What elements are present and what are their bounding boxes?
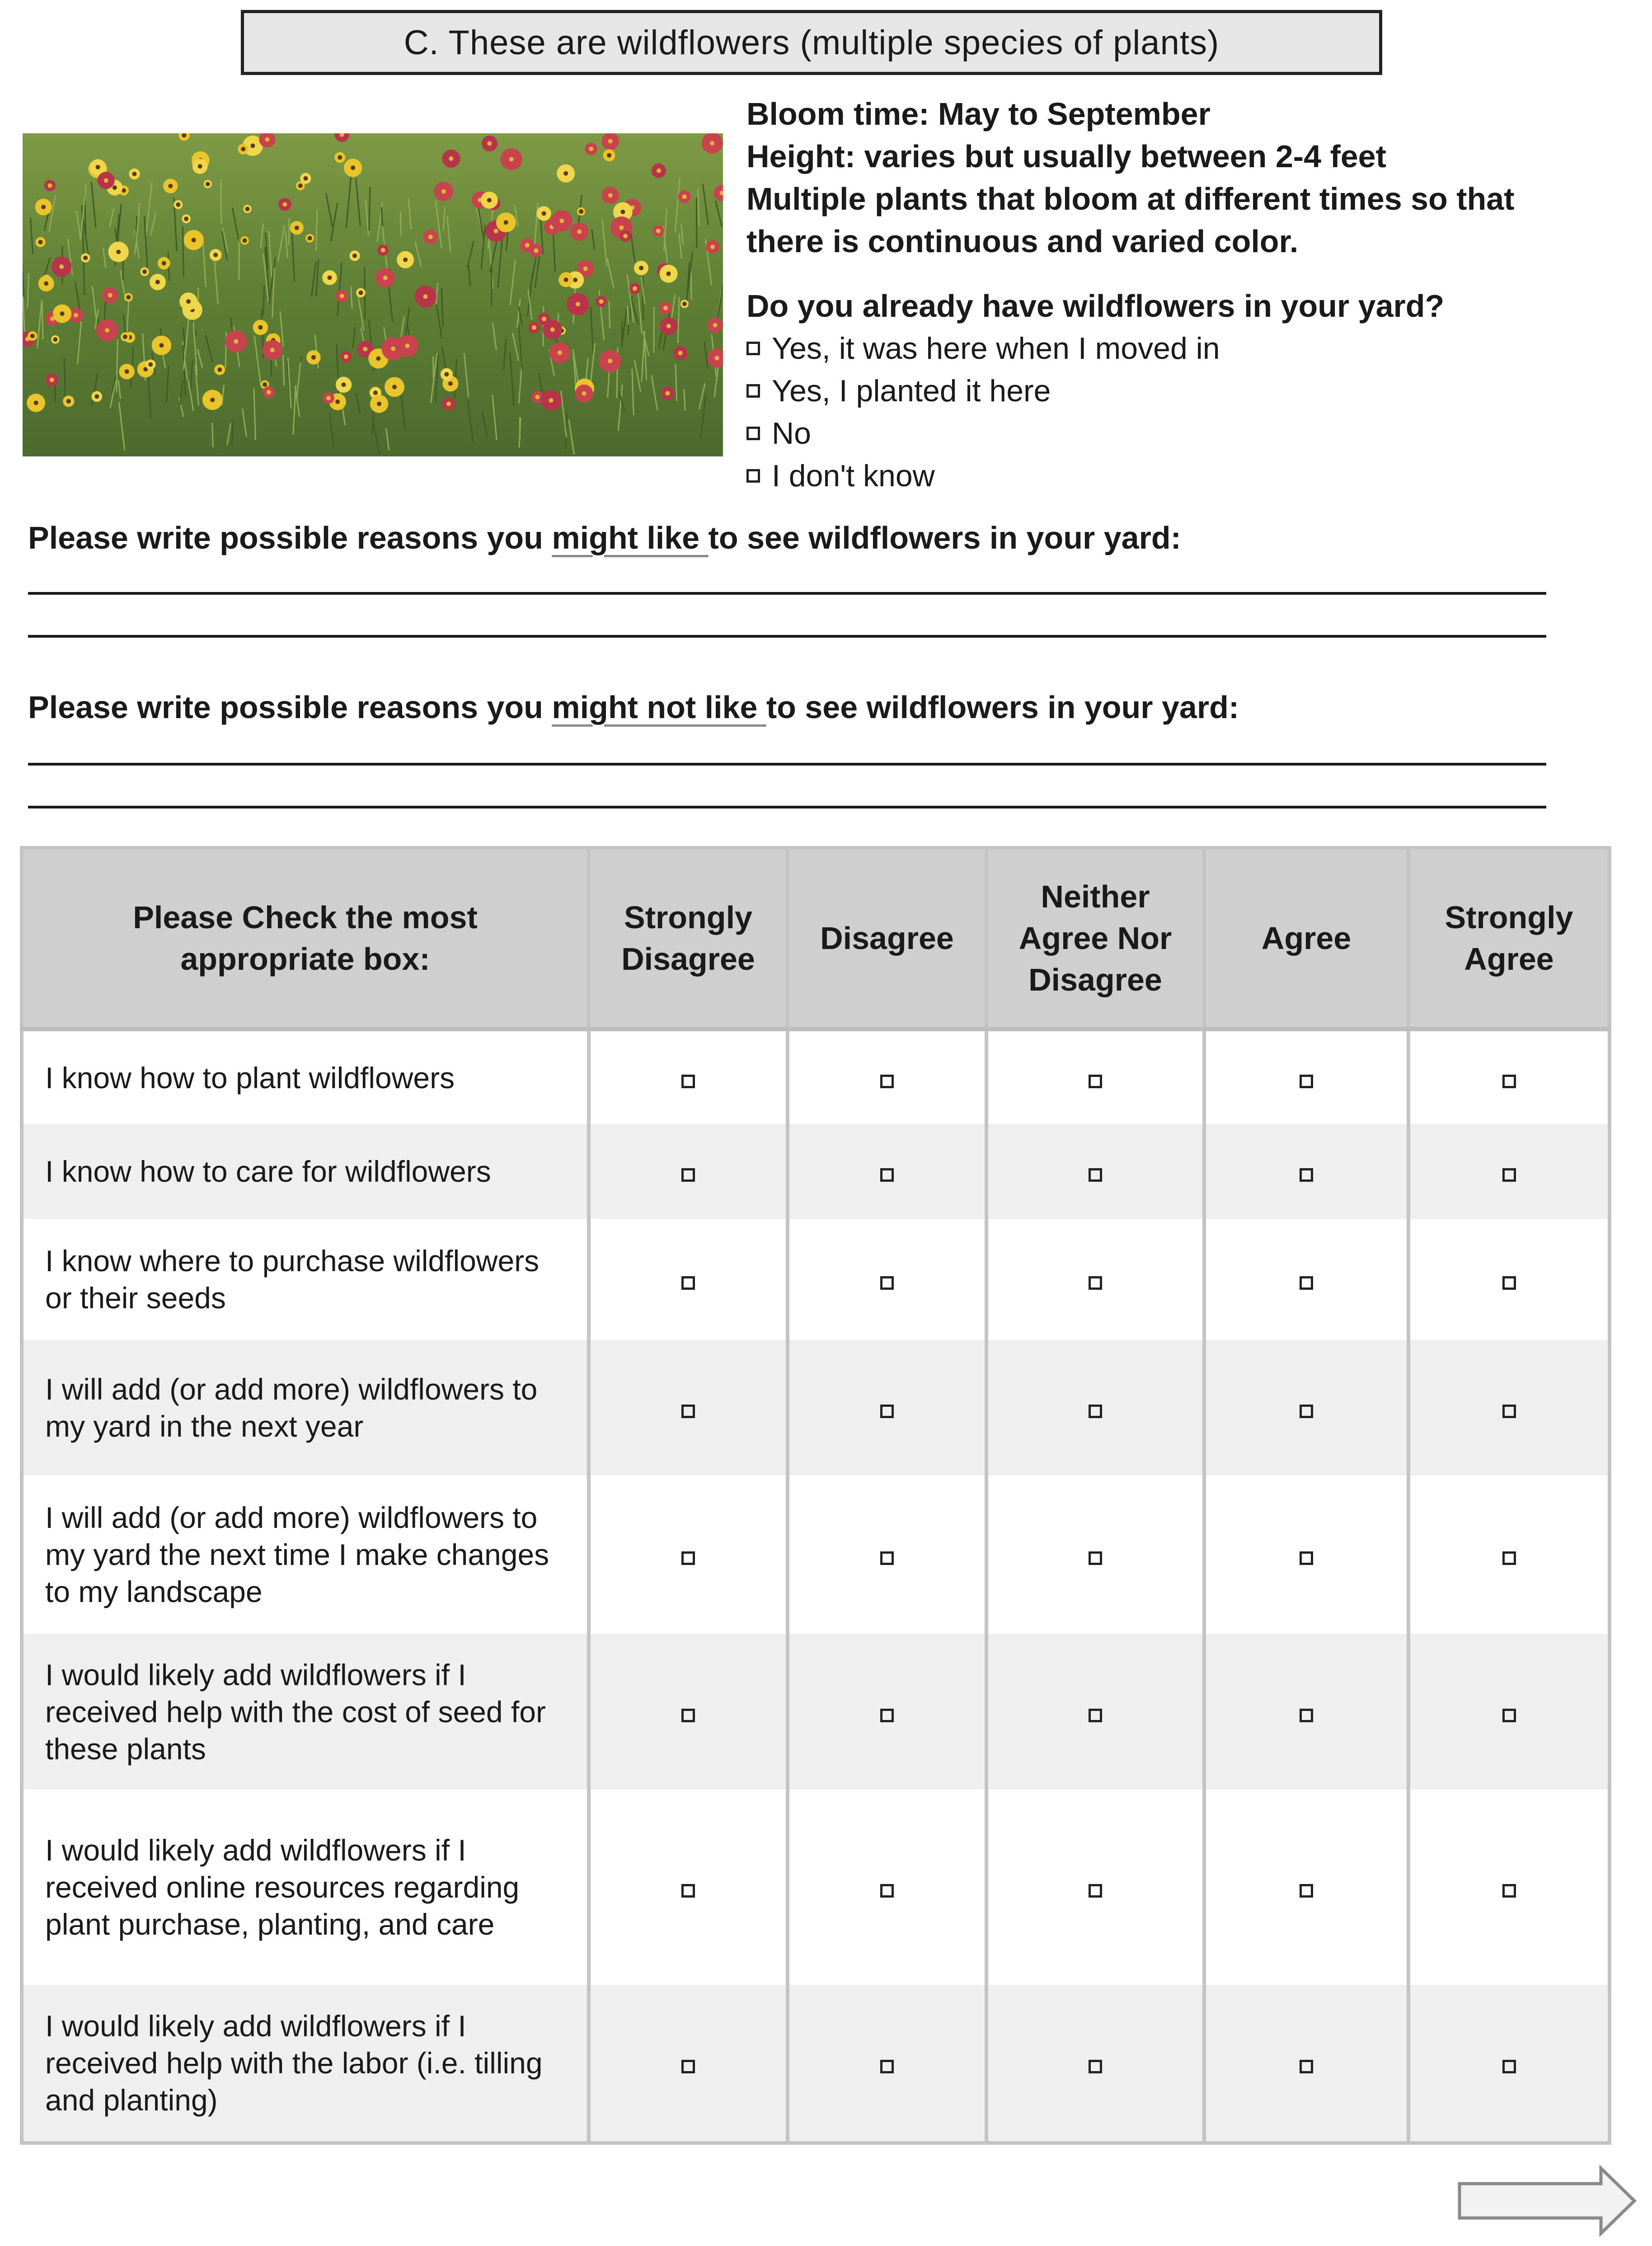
table-row bbox=[22, 1985, 1610, 2143]
row-statement: I will add (or add more) wildflowers to my yard in the next year bbox=[22, 1340, 589, 1475]
description-line-1: Multiple plants that bloom at different times so that bbox=[746, 181, 1515, 216]
answer-line-like-2[interactable] bbox=[28, 635, 1546, 638]
rating-checkbox[interactable] bbox=[681, 1551, 695, 1565]
plant-height: Height: varies but usually between 2-4 feet bbox=[746, 139, 1386, 174]
checkbox[interactable] bbox=[746, 342, 760, 355]
rating-cell bbox=[1408, 1790, 1610, 1985]
rating-cell bbox=[986, 1029, 1204, 1124]
rating-checkbox[interactable] bbox=[1300, 1551, 1313, 1565]
rating-checkbox[interactable] bbox=[1089, 1075, 1102, 1088]
rating-checkbox[interactable] bbox=[880, 1075, 894, 1088]
header-strongly-agree: Strongly Agree bbox=[1408, 848, 1610, 1029]
rating-cell bbox=[788, 1340, 986, 1475]
rating-cell bbox=[1204, 1985, 1408, 2143]
rating-cell bbox=[1204, 1124, 1408, 1219]
rating-checkbox[interactable] bbox=[681, 1884, 695, 1898]
rating-cell bbox=[1204, 1475, 1408, 1634]
rating-checkbox[interactable] bbox=[1300, 1709, 1313, 1722]
rating-cell bbox=[986, 1124, 1204, 1219]
header-neither: Neither Agree Nor Disagree bbox=[986, 848, 1204, 1029]
rating-cell bbox=[788, 1124, 986, 1219]
rating-checkbox[interactable] bbox=[880, 1405, 894, 1418]
rating-cell bbox=[986, 1790, 1204, 1985]
rating-checkbox[interactable] bbox=[1502, 1168, 1516, 1182]
wildflowers-photo bbox=[23, 133, 723, 456]
prompt-might-not-like: Please write possible reasons you might not like to see wildflowers in your yard: bbox=[28, 690, 1239, 725]
rating-checkbox[interactable] bbox=[1502, 1709, 1516, 1722]
row-statement: I know how to care for wildflowers bbox=[22, 1124, 589, 1219]
question-text: Do you already have wildflowers in your yard? bbox=[746, 288, 1445, 324]
rating-cell bbox=[986, 1634, 1204, 1790]
rating-cell bbox=[1408, 1124, 1610, 1219]
rating-cell bbox=[1408, 1634, 1610, 1790]
rating-cell bbox=[1204, 1340, 1408, 1475]
rating-cell bbox=[788, 1985, 986, 2143]
rating-checkbox[interactable] bbox=[681, 1276, 695, 1290]
rating-cell bbox=[589, 1219, 788, 1340]
checkbox[interactable] bbox=[746, 469, 760, 483]
row-statement: I would likely add wildflowers if I received online resources regarding plant purchase, planting, and care bbox=[22, 1790, 589, 1985]
answer-line-like-1[interactable] bbox=[28, 592, 1546, 595]
plant-info bbox=[746, 93, 1641, 263]
rating-cell bbox=[589, 1475, 788, 1634]
table-row bbox=[22, 1475, 1610, 1634]
rating-checkbox[interactable] bbox=[1300, 1884, 1313, 1898]
rating-checkbox[interactable] bbox=[1089, 1276, 1102, 1290]
table-row bbox=[22, 1340, 1610, 1475]
rating-cell bbox=[788, 1475, 986, 1634]
rating-cell bbox=[1408, 1340, 1610, 1475]
rating-cell bbox=[986, 1219, 1204, 1340]
rating-cell bbox=[986, 1475, 1204, 1634]
header-strongly-disagree: Strongly Disagree bbox=[589, 848, 788, 1029]
rating-cell bbox=[1408, 1029, 1610, 1124]
rating-cell bbox=[788, 1634, 986, 1790]
rating-cell bbox=[788, 1029, 986, 1124]
rating-checkbox[interactable] bbox=[1300, 2060, 1313, 2073]
table-header-row bbox=[22, 848, 1610, 1029]
section-title: C. These are wildflowers (multiple species of plants) bbox=[241, 10, 1382, 75]
rating-checkbox[interactable] bbox=[880, 1276, 894, 1290]
rating-checkbox[interactable] bbox=[681, 1168, 695, 1182]
rating-cell bbox=[1408, 1985, 1610, 2143]
row-statement: I will add (or add more) wildflowers to my yard the next time I make changes to my landscape bbox=[22, 1475, 589, 1634]
rating-checkbox[interactable] bbox=[1300, 1168, 1313, 1182]
rating-checkbox[interactable] bbox=[681, 1405, 695, 1418]
rating-checkbox[interactable] bbox=[1089, 1709, 1102, 1722]
rating-checkbox[interactable] bbox=[1502, 1405, 1516, 1418]
rating-cell bbox=[1408, 1475, 1610, 1634]
header-agree: Agree bbox=[1204, 848, 1408, 1029]
answer-line-notlike-1[interactable] bbox=[28, 763, 1546, 766]
row-statement: I know how to plant wildflowers bbox=[22, 1029, 589, 1124]
description-line-2: there is continuous and varied color. bbox=[746, 224, 1299, 259]
rating-checkbox[interactable] bbox=[1502, 1276, 1516, 1290]
rating-cell bbox=[788, 1219, 986, 1340]
rating-checkbox[interactable] bbox=[1300, 1405, 1313, 1418]
rating-cell bbox=[986, 1340, 1204, 1475]
rating-checkbox[interactable] bbox=[1300, 1276, 1313, 1290]
rating-cell bbox=[589, 1790, 788, 1985]
table-row bbox=[22, 1219, 1610, 1340]
rating-checkbox[interactable] bbox=[1089, 2060, 1102, 2073]
rating-cell bbox=[1408, 1219, 1610, 1340]
bloom-time: Bloom time: May to September bbox=[746, 96, 1211, 132]
rating-cell bbox=[986, 1985, 1204, 2143]
rating-cell bbox=[589, 1340, 788, 1475]
prompt-might-like: Please write possible reasons you might like to see wildflowers in your yard: bbox=[28, 520, 1181, 555]
header-disagree: Disagree bbox=[788, 848, 986, 1029]
rating-cell bbox=[1204, 1790, 1408, 1985]
table-row bbox=[22, 1124, 1610, 1219]
rating-cell bbox=[1204, 1029, 1408, 1124]
rating-cell bbox=[1204, 1634, 1408, 1790]
rating-checkbox[interactable] bbox=[880, 2060, 894, 2073]
rating-checkbox[interactable] bbox=[880, 1168, 894, 1182]
rating-checkbox[interactable] bbox=[1502, 2060, 1516, 2073]
rating-checkbox[interactable] bbox=[1502, 1884, 1516, 1898]
row-statement: I would likely add wildflowers if I received help with the labor (i.e. tilling and planting) bbox=[22, 1985, 589, 2143]
rating-cell bbox=[589, 1124, 788, 1219]
rating-checkbox[interactable] bbox=[681, 2060, 695, 2073]
rating-checkbox[interactable] bbox=[880, 1709, 894, 1722]
next-arrow-icon[interactable] bbox=[1457, 2165, 1638, 2237]
rating-checkbox[interactable] bbox=[1502, 1075, 1516, 1088]
answer-line-notlike-2[interactable] bbox=[28, 806, 1546, 808]
rating-checkbox[interactable] bbox=[1300, 1075, 1313, 1088]
rating-checkbox[interactable] bbox=[1089, 1884, 1102, 1898]
rating-cell bbox=[589, 1634, 788, 1790]
header-statement: Please Check the most appropriate box: bbox=[22, 848, 589, 1029]
rating-checkbox[interactable] bbox=[1089, 1168, 1102, 1182]
option-dont-know[interactable]: I don't know bbox=[746, 455, 1641, 497]
rating-cell bbox=[788, 1790, 986, 1985]
rating-cell bbox=[1204, 1219, 1408, 1340]
option-moved-in[interactable]: Yes, it was here when I moved in bbox=[746, 327, 1641, 370]
rating-checkbox[interactable] bbox=[880, 1884, 894, 1898]
table-row bbox=[22, 1790, 1610, 1985]
checkbox[interactable] bbox=[746, 427, 760, 440]
table-row bbox=[22, 1634, 1610, 1790]
rating-cell bbox=[589, 1029, 788, 1124]
option-no[interactable]: No bbox=[746, 412, 1641, 455]
rating-checkbox[interactable] bbox=[1089, 1405, 1102, 1418]
row-statement: I know where to purchase wildflowers or their seeds bbox=[22, 1219, 589, 1340]
rating-checkbox[interactable] bbox=[1502, 1551, 1516, 1565]
table-row bbox=[22, 1029, 1610, 1124]
option-planted[interactable]: Yes, I planted it here bbox=[746, 370, 1641, 412]
rating-checkbox[interactable] bbox=[880, 1551, 894, 1565]
rating-checkbox[interactable] bbox=[681, 1709, 695, 1722]
rating-checkbox[interactable] bbox=[681, 1075, 695, 1088]
checkbox[interactable] bbox=[746, 384, 760, 398]
row-statement: I would likely add wildflowers if I received help with the cost of seed for these plants bbox=[22, 1634, 589, 1790]
yard-question bbox=[746, 285, 1641, 497]
rating-cell bbox=[589, 1985, 788, 2143]
rating-checkbox[interactable] bbox=[1089, 1551, 1102, 1565]
likert-table bbox=[20, 846, 1611, 2145]
